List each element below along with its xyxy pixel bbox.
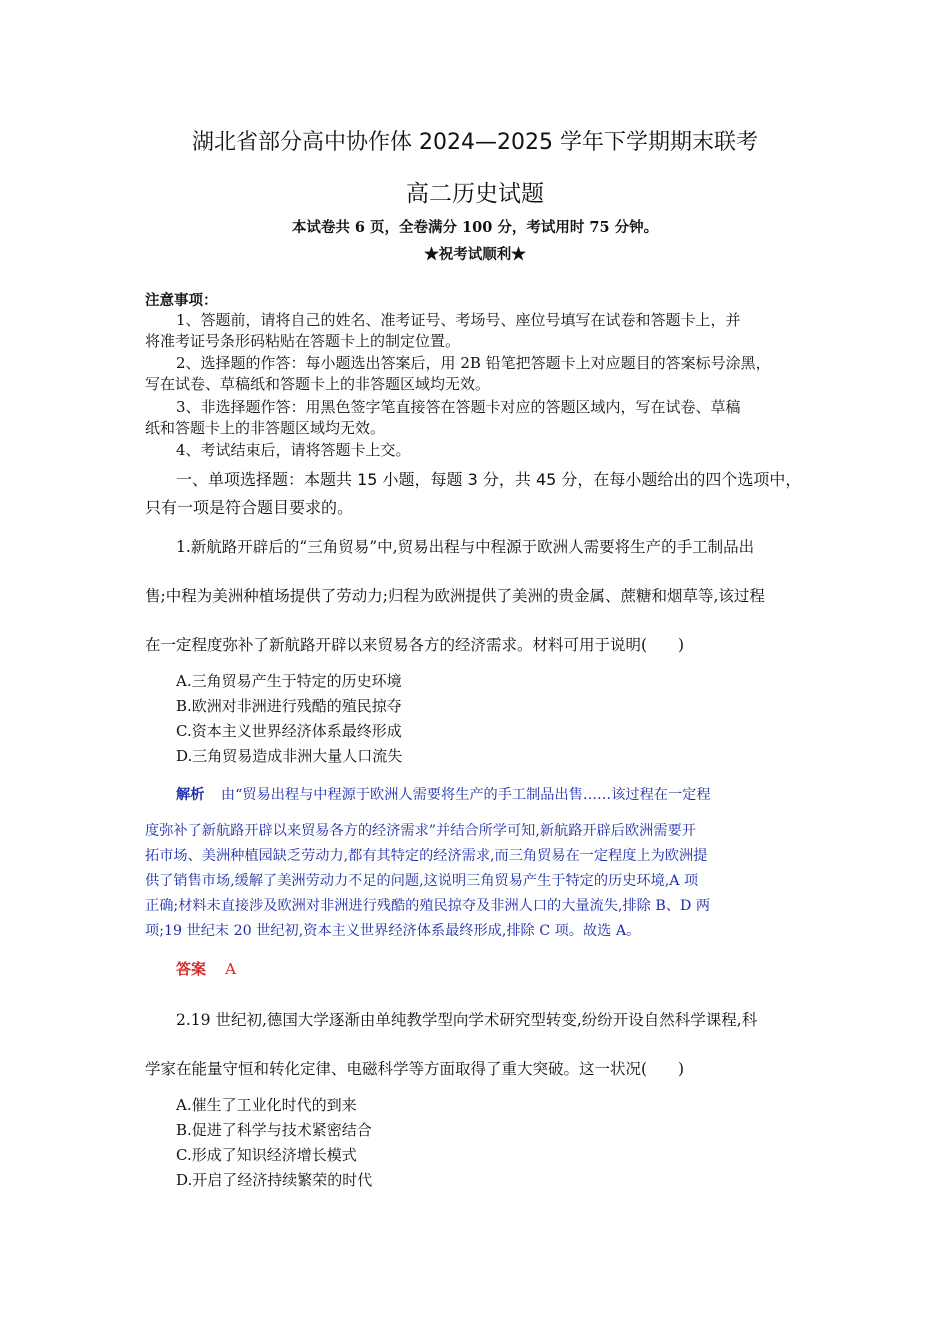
- section-heading-line: 只有一项是符合题目要求的。: [145, 498, 354, 517]
- question-1-option-c: C.资本主义世界经济体系最终形成: [176, 722, 402, 740]
- question-1-stem-line: 在一定程度弥补了新航路开辟以来贸易各方的经济需求。材料可用于说明( ): [145, 636, 685, 654]
- note-line: 纸和答题卡上的非答题区域均无效。: [145, 419, 386, 437]
- question-1-stem-line: 售;中程为美洲种植场提供了劳动力;归程为欧洲提供了美洲的贵金属、蔗糖和烟草等,该过程: [145, 587, 765, 605]
- note-line: 3、非选择题作答：用黑色签字笔直接答在答题卡对应的答题区域内，写在试卷、草稿: [176, 398, 741, 416]
- question-1-option-d: D.三角贸易造成非洲大量人口流失: [176, 747, 403, 765]
- note-line: 将准考证号条形码粘贴在答题卡上的制定位置。: [145, 332, 461, 350]
- question-1-analysis-line: 拓市场、美洲种植园缺乏劳动力,都有其特定的经济需求,而三角贸易在一定程度上为欧洲提: [145, 848, 708, 864]
- question-1-analysis-line: [176, 784, 711, 804]
- question-2-stem-line: 学家在能量守恒和转化定律、电磁科学等方面取得了重大突破。这一状况( ): [145, 1060, 685, 1078]
- question-1-analysis-line: 项;19 世纪末 20 世纪初,资本主义世界经济体系最终形成,排除 C 项。故选 A。: [145, 923, 641, 939]
- exam-subtitle: 高二历史试题: [406, 181, 544, 207]
- question-1-option-a: A.三角贸易产生于特定的历史环境: [176, 672, 402, 690]
- note-line: 1、答题前，请将自己的姓名、准考证号、考场号、座位号填写在试卷和答题卡上，并: [176, 311, 741, 329]
- question-1-stem-line: 1.新航路开辟后的“三角贸易”中,贸易出程与中程源于欧洲人需要将生产的手工制品出: [176, 538, 755, 556]
- answer-label: 答案: [176, 960, 207, 978]
- question-1-analysis-line: 供了销售市场,缓解了美洲劳动力不足的问题,这说明三角贸易产生于特定的历史环境,A 项: [145, 873, 699, 889]
- question-2-option-b: B.促进了科学与技术紧密结合: [176, 1121, 372, 1139]
- question-1-answer: [176, 958, 236, 979]
- exam-title: 湖北省部分高中协作体 2024—2025 学年下学期期末联考: [192, 130, 758, 155]
- question-2-option-a: A.催生了工业化时代的到来: [176, 1096, 357, 1114]
- exam-wish: ★祝考试顺利★: [424, 246, 526, 263]
- exam-meta: 本试卷共 6 页，全卷满分 100 分，考试用时 75 分钟。: [291, 219, 659, 236]
- question-2-stem-line: 2.19 世纪初,德国大学逐渐由单纯教学型向学术研究型转变,纷纷开设自然科学课程,科: [176, 1011, 758, 1029]
- note-line: 4、考试结束后，请将答题卡上交。: [176, 441, 411, 459]
- note-line: 2、选择题的作答：每小题选出答案后，用 2B 铅笔把答题卡上对应题目的答案标号涂黑，: [176, 354, 771, 372]
- question-1-option-b: B.欧洲对非洲进行残酷的殖民掠夺: [176, 697, 402, 715]
- analysis-label: 解析: [176, 787, 205, 803]
- analysis-text: 由“贸易出程与中程源于欧洲人需要将生产的手工制品出售……该过程在一定程: [220, 787, 711, 803]
- question-2-option-c: C.形成了知识经济增长模式: [176, 1146, 357, 1164]
- question-1-analysis-line: 正确;材料未直接涉及欧洲对非洲进行残酷的殖民掠夺及非洲人口的大量流失,排除 B、D 两: [145, 898, 711, 914]
- notes-heading: 注意事项：: [145, 292, 218, 309]
- section-heading-line: 一、单项选择题：本题共 15 小题，每题 3 分，共 45 分，在每小题给出的四个选项中，: [176, 470, 802, 489]
- answer-value: A: [225, 960, 236, 978]
- note-line: 写在试卷、草稿纸和答题卡上的非答题区域均无效。: [145, 375, 491, 393]
- question-2-option-d: D.开启了经济持续繁荣的时代: [176, 1171, 373, 1189]
- question-1-analysis-line: 度弥补了新航路开辟以来贸易各方的经济需求”并结合所学可知,新航路开辟后欧洲需要开: [145, 823, 696, 839]
